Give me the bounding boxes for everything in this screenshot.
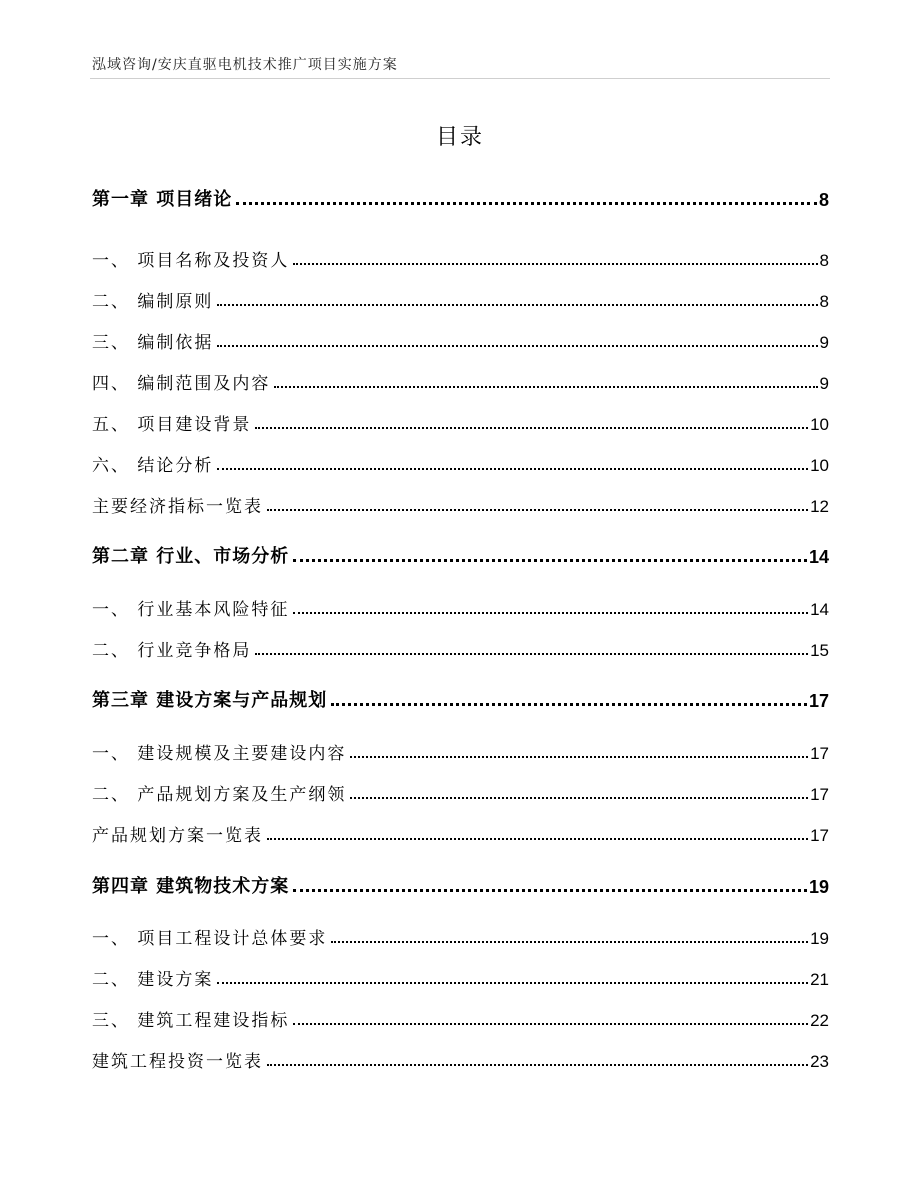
- toc-entry[interactable]: [92, 284, 829, 312]
- toc-entry-label: 建筑工程投资一览表: [92, 1052, 263, 1072]
- toc-entry-page: 8: [819, 292, 829, 311]
- toc-entry-label: 第四章 建筑物技术方案: [92, 876, 290, 897]
- toc-entry-label: 五、 项目建设背景: [92, 415, 252, 435]
- toc-entry-page: 8: [819, 251, 829, 270]
- toc-entry-label: 一、 项目名称及投资人: [92, 251, 290, 271]
- toc-entry-label: 第三章 建设方案与产品规划: [92, 690, 328, 711]
- toc-entry-page: 14: [810, 600, 829, 619]
- toc-entry[interactable]: [92, 366, 829, 394]
- toc-entry-label: 三、 编制依据: [92, 333, 214, 353]
- toc-entry[interactable]: [92, 1003, 829, 1031]
- toc-entry-label: 六、 结论分析: [92, 456, 214, 476]
- toc-entry-page: 10: [810, 456, 829, 475]
- dot-leader: [267, 508, 808, 511]
- toc-entry-page: 12: [810, 497, 829, 516]
- dot-leader: [350, 796, 808, 799]
- toc-entry-label: 主要经济指标一览表: [92, 497, 263, 517]
- toc-entry-label: 二、 建设方案: [92, 970, 214, 990]
- dot-leader: [293, 262, 817, 265]
- toc-entry[interactable]: [92, 736, 829, 764]
- toc-entry-label: 三、 建筑工程建设指标: [92, 1011, 290, 1031]
- dot-leader: [217, 303, 817, 306]
- toc-entry-chapter[interactable]: [92, 181, 829, 211]
- toc-entry-page: 22: [810, 1011, 829, 1030]
- toc-entry-page: 9: [819, 333, 829, 352]
- dot-leader: [255, 652, 808, 655]
- toc-entry[interactable]: [92, 592, 829, 620]
- toc-entry[interactable]: [92, 818, 829, 846]
- toc-entry-label: 产品规划方案一览表: [92, 826, 263, 846]
- toc-entry-page: 10: [810, 415, 829, 434]
- toc-entry[interactable]: [92, 407, 829, 435]
- toc-entry-page: 17: [810, 826, 829, 845]
- dot-leader: [350, 755, 808, 758]
- toc-entry-chapter[interactable]: [92, 538, 829, 568]
- dot-leader: [331, 940, 808, 943]
- toc-entry-page: 21: [810, 970, 829, 989]
- toc-entry-page: 23: [810, 1052, 829, 1071]
- header-divider: [90, 78, 830, 79]
- toc-entry-page: 9: [819, 374, 829, 393]
- dot-leader: [331, 702, 807, 706]
- toc-entry[interactable]: [92, 489, 829, 517]
- dot-leader: [293, 1022, 808, 1025]
- dot-leader: [293, 611, 808, 614]
- toc-entry-label: 一、 建设规模及主要建设内容: [92, 744, 347, 764]
- toc-entry-page: 17: [808, 691, 829, 711]
- running-header: 泓域咨询/安庆直驱电机技术推广项目实施方案: [92, 57, 398, 73]
- dot-leader: [267, 837, 808, 840]
- toc-entry-label: 一、 项目工程设计总体要求: [92, 929, 328, 949]
- dot-leader: [255, 426, 808, 429]
- toc-entry-chapter[interactable]: [92, 868, 829, 898]
- dot-leader: [293, 558, 807, 562]
- toc-entry[interactable]: [92, 921, 829, 949]
- toc-entry-label: 四、 编制范围及内容: [92, 374, 271, 394]
- toc-entry[interactable]: [92, 633, 829, 661]
- toc-entry-page: 19: [810, 929, 829, 948]
- toc-entry-label: 二、 编制原则: [92, 292, 214, 312]
- toc-entry-label: 二、 行业竞争格局: [92, 641, 252, 661]
- toc-entry-page: 14: [808, 547, 829, 567]
- toc-entry-page: 15: [810, 641, 829, 660]
- toc-entry-label: 第二章 行业、市场分析: [92, 546, 290, 567]
- dot-leader: [217, 467, 808, 470]
- toc-entry-page: 8: [818, 190, 829, 210]
- toc-entry[interactable]: [92, 1044, 829, 1072]
- dot-leader: [293, 888, 807, 892]
- toc-entry-page: 17: [810, 785, 829, 804]
- toc-entry[interactable]: [92, 448, 829, 476]
- toc-entry-page: 17: [810, 744, 829, 763]
- toc-title: 目录: [435, 125, 484, 150]
- toc-entry-page: 19: [808, 877, 829, 897]
- toc-entry[interactable]: [92, 243, 829, 271]
- dot-leader: [217, 344, 817, 347]
- toc-entry[interactable]: [92, 325, 829, 353]
- toc-entry-label: 第一章 项目绪论: [92, 189, 233, 210]
- dot-leader: [267, 1063, 808, 1066]
- dot-leader: [274, 385, 817, 388]
- toc-entry[interactable]: [92, 962, 829, 990]
- toc-entry-chapter[interactable]: [92, 682, 829, 712]
- toc-entry-label: 二、 产品规划方案及生产纲领: [92, 785, 347, 805]
- dot-leader: [217, 981, 808, 984]
- toc-entry-label: 一、 行业基本风险特征: [92, 600, 290, 620]
- toc-entry[interactable]: [92, 777, 829, 805]
- dot-leader: [236, 201, 817, 205]
